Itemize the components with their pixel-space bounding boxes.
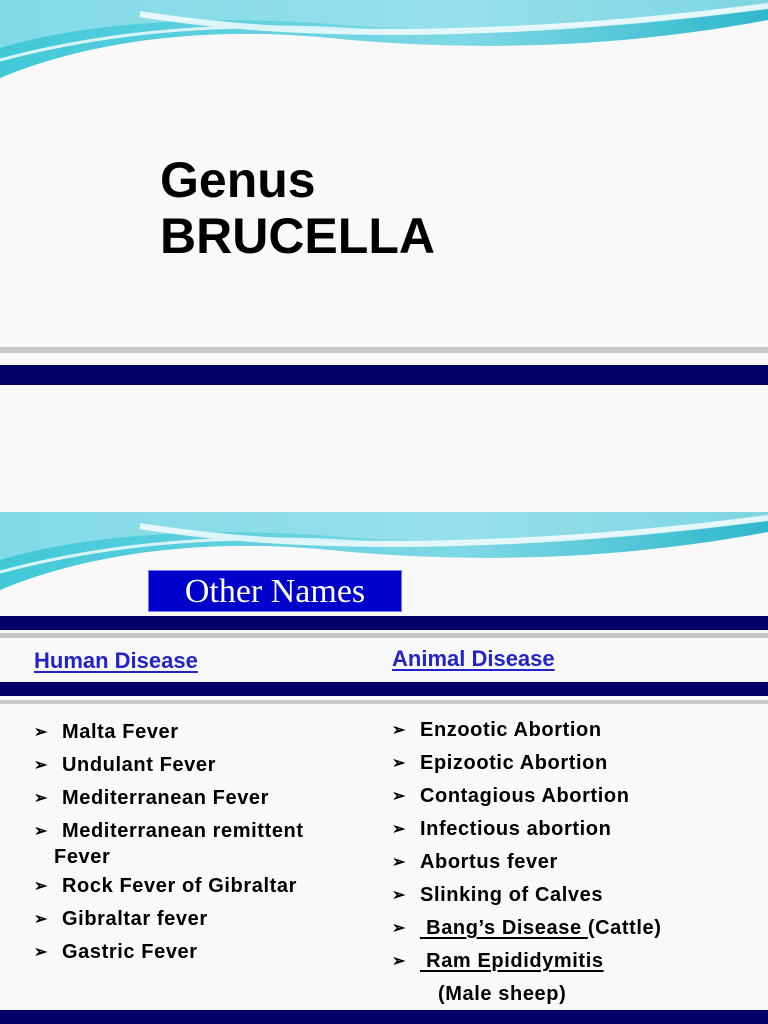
arrowhead-bullet-icon: ➢ [392,722,407,739]
arrowhead-bullet-icon: ➢ [34,790,49,807]
arrowhead-bullet-icon: ➢ [34,944,49,961]
arrowhead-bullet-icon: ➢ [392,788,407,805]
list-item: ➢ Gastric Fever [34,936,384,969]
divider-navy-bottom [0,1010,768,1024]
divider-grey [0,347,768,353]
list-item: ➢ Abortus fever [392,846,742,879]
human-disease-header: Human Disease [34,648,198,673]
arrowhead-bullet-icon: ➢ [34,878,49,895]
arrowhead-bullet-icon: ➢ [392,755,407,772]
wave-decoration [0,0,768,80]
content-slide [0,512,768,1024]
arrowhead-bullet-icon: ➢ [34,911,49,928]
list-item: ➢ Mediterranean remittent Fever [34,815,384,870]
divider-grey-top [0,633,768,638]
list-item-continuation: Fever [54,846,111,868]
list-item: ➢ Bang’s Disease (Cattle) [392,912,742,945]
animal-disease-header: Animal Disease [392,646,555,671]
arrowhead-bullet-icon: ➢ [392,854,407,871]
list-item: ➢ Gibraltar fever [34,903,384,936]
list-item: ➢ Enzootic Abortion [392,714,742,747]
divider-navy [0,365,768,385]
other-names-heading: Other Names [148,570,402,612]
arrowhead-bullet-icon: ➢ [392,887,407,904]
arrowhead-bullet-icon: ➢ [392,821,407,838]
divider-navy-mid [0,682,768,696]
arrowhead-bullet-icon: ➢ [392,920,407,937]
list-item: ➢ Contagious Abortion [392,780,742,813]
arrowhead-bullet-icon: ➢ [34,757,49,774]
slide-title [160,152,435,264]
divider-grey-mid [0,700,768,704]
arrowhead-bullet-icon: ➢ [392,953,407,970]
title-line-2: BRUCELLA [160,208,435,264]
title-line-1: Genus [160,152,316,208]
list-item: ➢ Rock Fever of Gibraltar [34,870,384,903]
arrowhead-bullet-icon: ➢ [34,724,49,741]
divider-navy-top [0,616,768,630]
list-item: ➢ Malta Fever [34,716,384,749]
list-item: ➢ Undulant Fever [34,749,384,782]
list-item: ➢ Slinking of Calves [392,879,742,912]
list-item-note: (Male sheep) [438,983,567,1005]
list-item: ➢ Ram Epididymitis [392,945,742,978]
arrowhead-bullet-icon: ➢ [34,823,49,840]
list-item: ➢ Epizootic Abortion [392,747,742,780]
animal-disease-list [392,714,742,1011]
human-disease-list [34,716,384,969]
list-item: ➢ Mediterranean Fever [34,782,384,815]
list-item: ➢ Infectious abortion [392,813,742,846]
